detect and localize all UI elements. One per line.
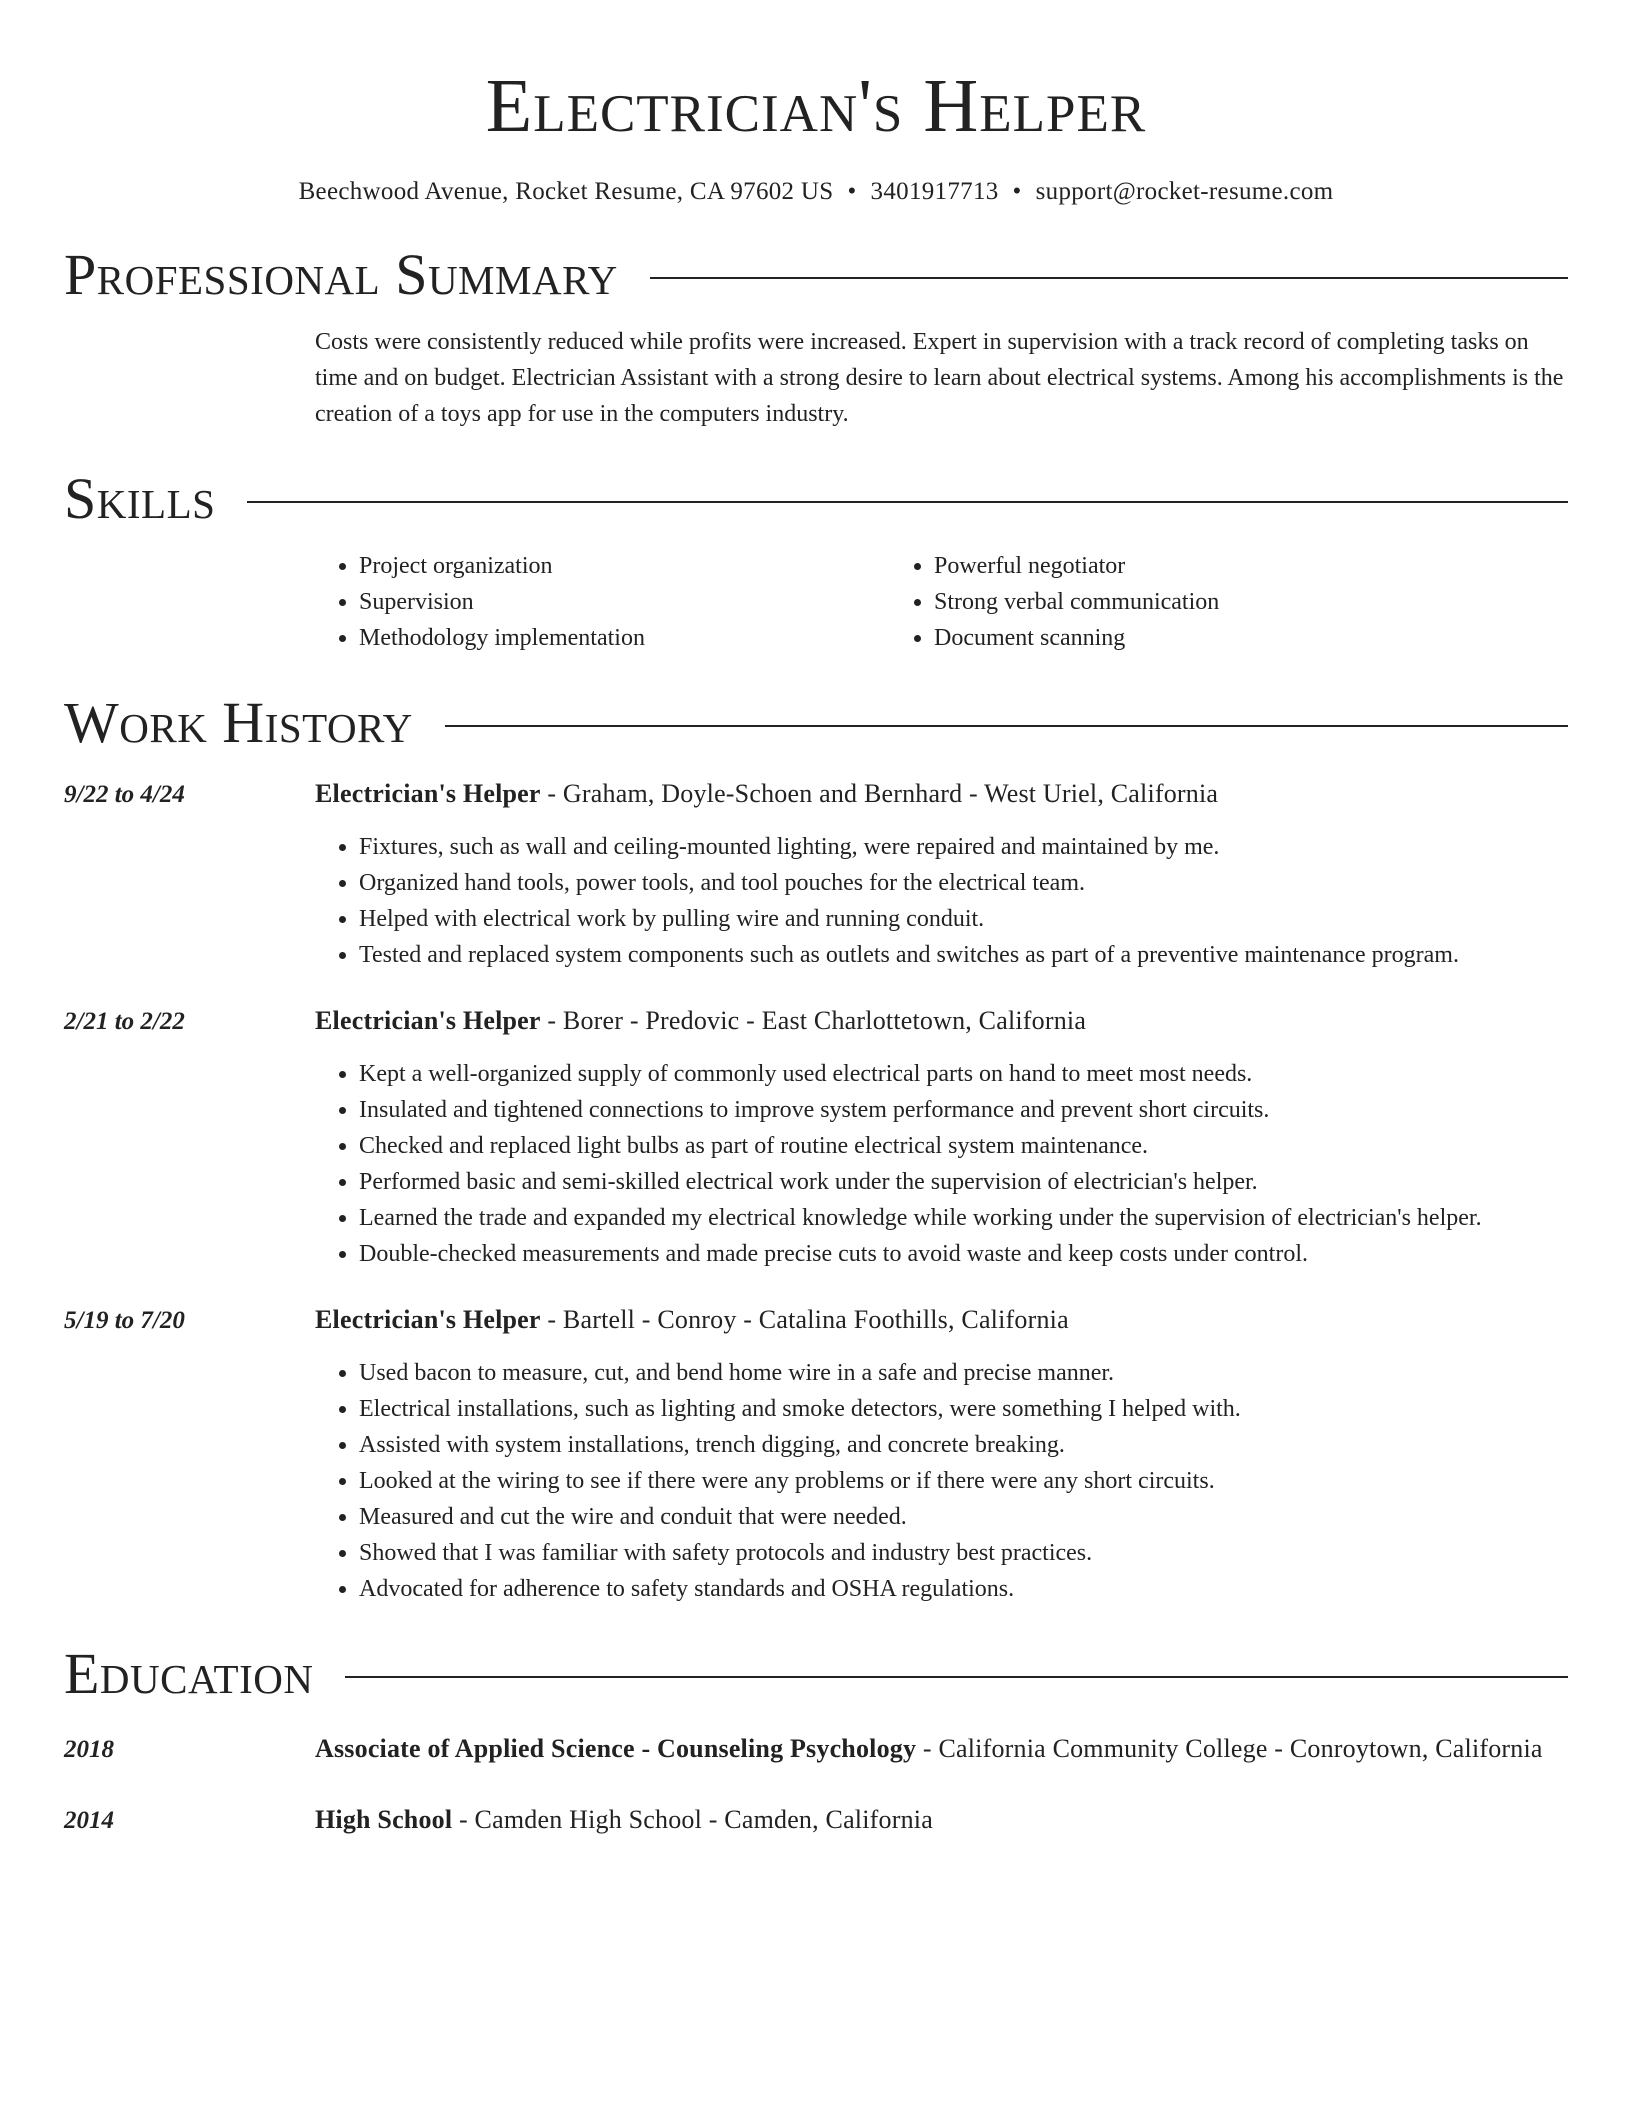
job-bullet: • Performed basic and semi-skilled electrical work under the supervision of electrician's helper. [359, 1164, 1568, 1200]
contact-email[interactable]: support@rocket-resume.com [1035, 178, 1334, 205]
job-bullets [315, 829, 1568, 973]
summary-text: Costs were consistently reduced while profits were increased. Expert in supervision with a track record of completing tasks on time and on budget. Electrician Assistant with a strong desire to learn about electrical systems. Among his accomplishments is the creation of a toys app for use in the computers industry. [315, 329, 1564, 427]
job-employer-location: - Graham, Doyle-Schoen and Bernhard - West Uriel, California [540, 779, 1219, 808]
section-divider [345, 1676, 1568, 1678]
education-year: 2018 [64, 1736, 114, 1763]
job-bullets [315, 1056, 1568, 1272]
work-section-header [64, 688, 1568, 758]
skills-column-right [890, 548, 1465, 656]
job-title: Electrician's Helper [315, 779, 541, 808]
section-divider [650, 277, 1568, 279]
job-entry [64, 776, 1568, 973]
education-section-header [64, 1639, 1568, 1709]
skill-item: • Powerful negotiator [934, 548, 1465, 584]
job-dates: 9/22 to 4/24 [64, 781, 185, 808]
job-role-line [315, 776, 1218, 812]
education-heading: Education [64, 1641, 314, 1706]
job-employer-location: - Bartell - Conroy - Catalina Foothills, California [540, 1305, 1069, 1334]
job-employer-location: - Borer - Predovic - East Charlottetown, California [540, 1006, 1087, 1035]
job-bullet: • Organized hand tools, power tools, and tool pouches for the electrical team. [359, 865, 1568, 901]
contact-phone: 3401917713 [870, 178, 999, 205]
job-bullet: • Electrical installations, such as lighting and smoke detectors, were something I helped with. [359, 1391, 1568, 1427]
job-entry [64, 1302, 1568, 1607]
education-entry [64, 1802, 1568, 1839]
skill-item: • Supervision [359, 584, 890, 620]
job-bullet: • Helped with electrical work by pulling wire and running conduit. [359, 901, 1568, 937]
work-heading: Work History [64, 690, 413, 755]
section-divider [445, 725, 1568, 727]
contact-separator: • [847, 178, 857, 205]
job-bullet: • Measured and cut the wire and conduit that were needed. [359, 1499, 1568, 1535]
contact-line [64, 176, 1568, 208]
education-entry [64, 1731, 1568, 1768]
skill-item: • Project organization [359, 548, 890, 584]
skill-item: • Methodology implementation [359, 620, 890, 656]
education-school-location: - California Community College - Conroytown, California [916, 1734, 1543, 1763]
job-bullet: • Insulated and tightened connections to improve system performance and prevent short circuits. [359, 1092, 1568, 1128]
job-role-line [315, 1003, 1086, 1039]
job-dates: 5/19 to 7/20 [64, 1307, 185, 1334]
education-line [315, 1731, 1543, 1767]
education-school-location: - Camden High School - Camden, California [452, 1805, 933, 1834]
job-title: Electrician's Helper [315, 1006, 541, 1035]
skills-column-left [315, 548, 890, 656]
skills-heading: Skills [64, 466, 216, 531]
job-bullets [315, 1355, 1568, 1607]
job-bullet: • Double-checked measurements and made precise cuts to avoid waste and keep costs under control. [359, 1236, 1568, 1272]
skill-item: • Strong verbal communication [934, 584, 1465, 620]
skills-list [315, 548, 1568, 656]
education-year: 2014 [64, 1807, 114, 1834]
job-bullet: • Kept a well-organized supply of commonly used electrical parts on hand to meet most needs. [359, 1056, 1568, 1092]
skill-item: • Document scanning [934, 620, 1465, 656]
contact-separator: • [1012, 178, 1022, 205]
job-bullet: • Looked at the wiring to see if there were any problems or if there were any short circuits. [359, 1463, 1568, 1499]
job-bullet: • Tested and replaced system components such as outlets and switches as part of a preventive maintenance program. [359, 937, 1568, 973]
education-degree: High School [315, 1805, 453, 1834]
job-dates: 2/21 to 2/22 [64, 1008, 185, 1035]
contact-address: Beechwood Avenue, Rocket Resume, CA 97602 US [298, 178, 834, 205]
summary-section-header [64, 240, 1568, 310]
job-bullet: • Checked and replaced light bulbs as part of routine electrical system maintenance. [359, 1128, 1568, 1164]
education-line [315, 1802, 933, 1838]
job-title: Electrician's Helper [315, 1305, 541, 1334]
summary-heading: Professional Summary [64, 242, 618, 307]
job-role-line [315, 1302, 1069, 1338]
job-bullet: • Used bacon to measure, cut, and bend home wire in a safe and precise manner. [359, 1355, 1568, 1391]
skills-section-header [64, 464, 1568, 534]
resume-name: Electrician's Helper [485, 64, 1147, 148]
education-degree: Associate of Applied Science - Counseling Psychology [315, 1734, 917, 1763]
job-bullet: • Showed that I was familiar with safety protocols and industry best practices. [359, 1535, 1568, 1571]
job-entry [64, 1003, 1568, 1272]
job-bullet: • Learned the trade and expanded my electrical knowledge while working under the supervision of electrician's helper. [359, 1200, 1568, 1236]
section-divider [247, 501, 1568, 503]
job-bullet: • Advocated for adherence to safety standards and OSHA regulations. [359, 1571, 1568, 1607]
job-bullet: • Fixtures, such as wall and ceiling-mounted lighting, were repaired and maintained by me. [359, 829, 1568, 865]
job-bullet: • Assisted with system installations, trench digging, and concrete breaking. [359, 1427, 1568, 1463]
